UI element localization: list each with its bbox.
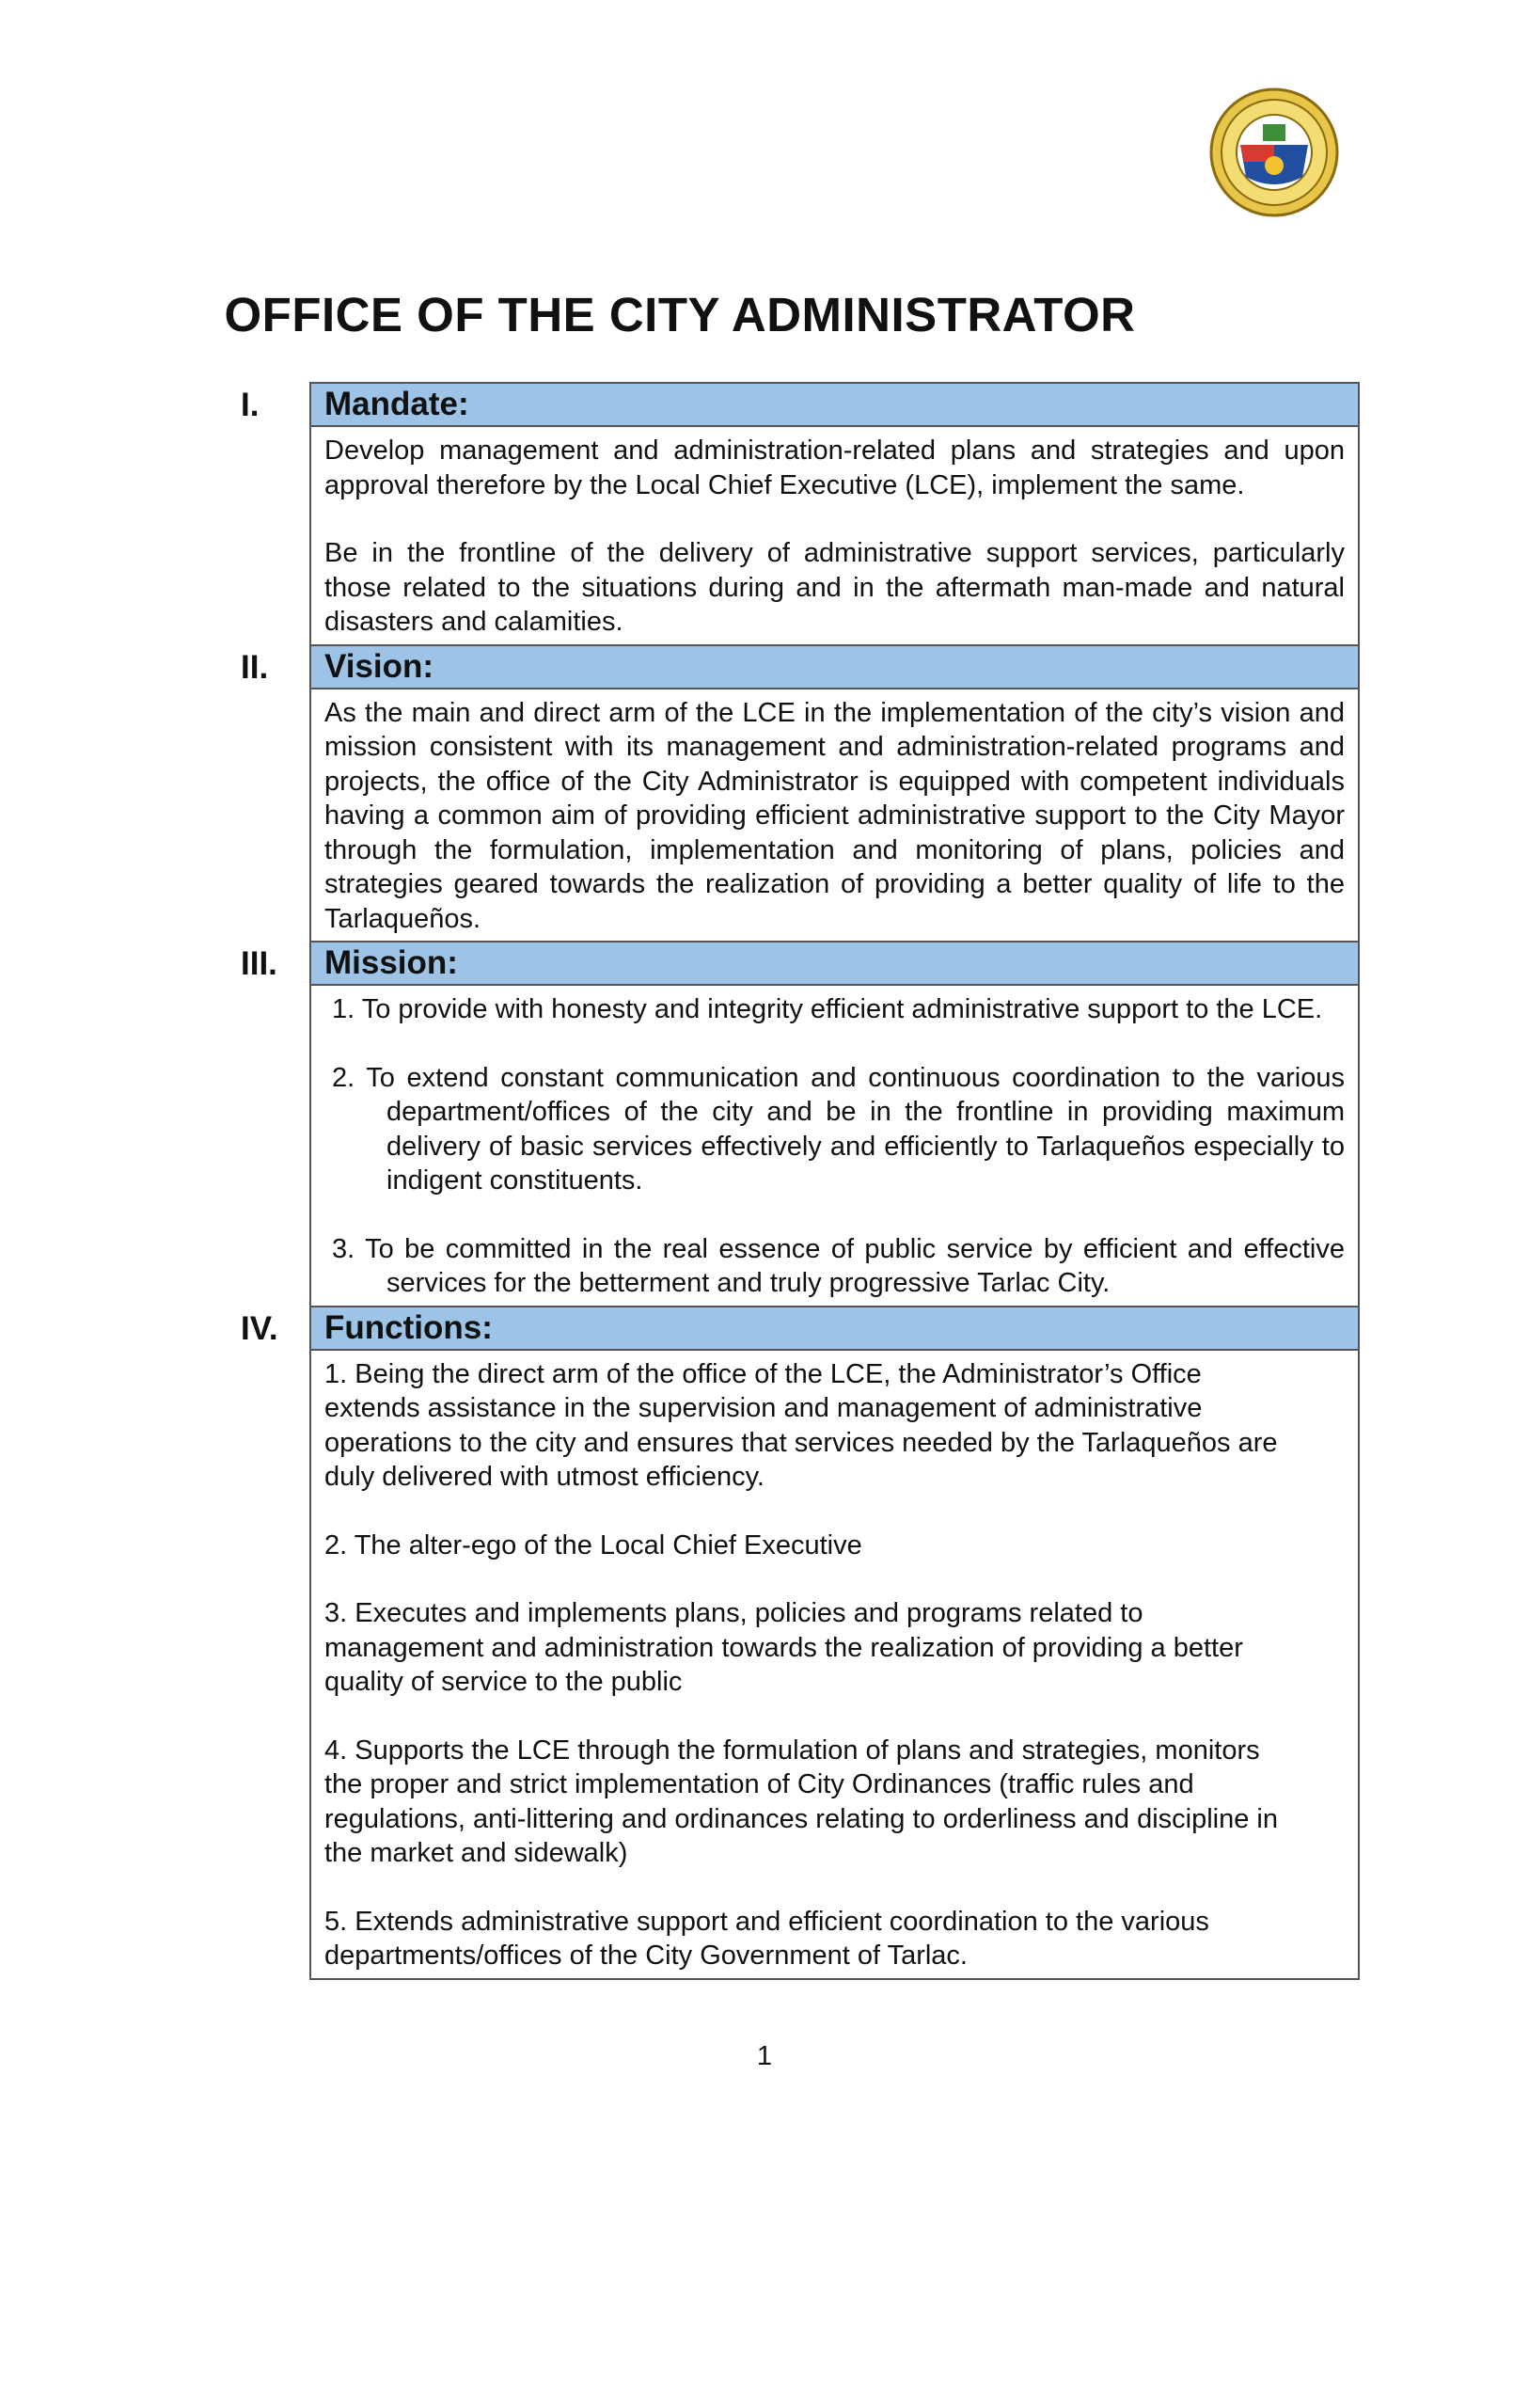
list-item: 2. To extend constant communication and continuous coordination to the various department/offices of the city and be in the frontline in providing maximum delivery of basic services effectively and efficiently to Tarlaqueños especially to indigent constituents.: [332, 1062, 1345, 1196]
section-body: [311, 427, 1358, 644]
section-box: [309, 941, 1360, 1306]
paragraph: As the main and direct arm of the LCE in the implementation of the city’s vision and mission consistent with its management and administration-related programs and projects, the office of the City Administrator is equipped with competent individuals having a common aim of providing efficient administrative support to the City Mayor through the formulation, implementation and monitoring of plans, policies and strategies geared towards the realization of providing a better quality of life to the Tarlaqueños.: [324, 697, 1345, 934]
section-mission: [241, 941, 1360, 1306]
list-item: 1. Being the direct arm of the office of the LCE, the Administrator’s Office extends assistance in the supervision and management of administrative operations to the city and ensures that services needed by the Tarlaqueños are duly delivered with utmost efficiency.: [324, 1358, 1278, 1492]
list-item: 3. To be committed in the real essence of public service by efficient and effective services for the betterment and truly progressive Tarlac City.: [332, 1233, 1345, 1298]
section-heading: Mandate:: [311, 382, 1358, 427]
section-box: [309, 382, 1360, 644]
section-numeral: III.: [241, 945, 277, 982]
section-heading: Vision:: [311, 644, 1358, 689]
paragraph: Develop management and administration-related plans and strategies and upon approval therefore by the Local Chief Executive (LCE), implement the same.: [324, 436, 1345, 500]
section-box: [309, 644, 1360, 942]
section-functions: [241, 1306, 1360, 1980]
section-numeral: II.: [241, 648, 269, 686]
city-seal-icon: [1208, 87, 1340, 218]
section-numeral: IV.: [241, 1309, 278, 1347]
list-item: 1. To provide with honesty and integrity efficient administrative support to the LCE.: [332, 994, 1323, 1024]
section-mandate: [241, 382, 1360, 644]
page-number: 1: [756, 2041, 773, 2071]
page-title: OFFICE OF THE CITY ADMINISTRATOR: [224, 288, 1136, 341]
list-item: 3. Executes and implements plans, policies and programs related to management and administration towards the realization of providing a better quality of service to the public: [324, 1598, 1243, 1697]
section-body: [311, 689, 1358, 942]
section-box: [309, 1306, 1360, 1980]
list-item: 2. The alter-ego of the Local Chief Executive: [324, 1529, 862, 1560]
paragraph: Be in the frontline of the delivery of administrative support services, particularly those related to the situations during and in the aftermath man-made and natural disasters and calamities.: [324, 538, 1345, 637]
list-item: 4. Supports the LCE through the formulation of plans and strategies, monitors the proper and strict implementation of City Ordinances (traffic rules and regulations, anti-littering and ordinances relating to orderliness and discipline in the market and sidewalk): [324, 1735, 1278, 1868]
section-vision: [241, 644, 1360, 942]
section-body: [311, 986, 1358, 1306]
section-body: [311, 1351, 1358, 1978]
document-body: [241, 382, 1360, 1980]
section-numeral: I.: [241, 387, 260, 423]
section-heading: Mission:: [311, 941, 1358, 986]
section-heading: Functions:: [311, 1306, 1358, 1351]
list-item: 5. Extends administrative support and efficient coordination to the various departments/offices of the City Government of Tarlac.: [324, 1906, 1209, 1971]
